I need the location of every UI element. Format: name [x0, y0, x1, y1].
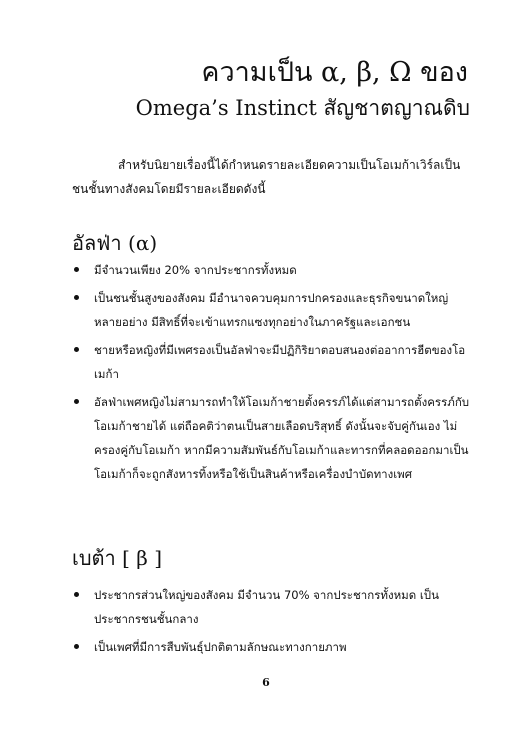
list-item	[72, 635, 472, 659]
bullet-icon	[74, 347, 79, 352]
list-item	[72, 338, 472, 386]
title-line-1: ความเป็น α, β, Ω ของ	[201, 57, 468, 88]
alpha-symbol: (α)	[128, 231, 158, 255]
list-item-text: เป็นชนชั้นสูงของสังคม มีอำนาจควบคุมการปกครองและธุรกิจขนาดใหญ่หลายอย่าง มีสิทธิ์ที่จะเข้าแทรกแซงทุกอย่างในภาครัฐและเอกชน	[94, 291, 449, 329]
bullet-icon	[74, 644, 79, 649]
intro-paragraph: สำหรับนิยายเรื่องนี้ได้กำหนดรายละเอียดความเป็นโอเมก้าเวิร์ลเป็นชนชั้นทางสังคมโดยมีรายละเอียดดังนี้	[72, 158, 461, 196]
page-number: 6	[262, 676, 270, 689]
list-item	[72, 390, 472, 486]
list-item-text: อัลฟ่าเพศหญิงไม่สามารถทำให้โอเมก้าชายตั้งครรภ์ได้แต่สามารถตั้งครรภ์กับโอเมก้าชายได้ แต่ถือคติว่าตนเป็นสายเลือดบริสุทธิ์ ดังนั้นจะจับคู่กันเอง ไม่ครองคู่กับโอเมก้า หากมีความสัมพันธ์กับโอเมก้าและทารกที่คลอดออกมาเป็นโอเมก้าก็จะถูกสังหารทิ้งหรือใช้เป็นสินค้าหรือเครื่องบำบัดทางเพศ	[94, 395, 470, 481]
section-heading-beta-text: เบต้า	[72, 546, 116, 570]
list-item	[72, 583, 472, 631]
beta-bullet-list	[72, 583, 472, 663]
list-item	[72, 286, 472, 334]
section-heading-beta	[72, 546, 162, 570]
list-item-text: ประชากรส่วนใหญ่ของสังคม มีจำนวน 70% จากประชากรทั้งหมด เป็นประชากรชนชั้นกลาง	[94, 588, 439, 626]
section-heading-alpha-text: อัลฟ่า	[72, 231, 122, 255]
list-item-text: มีจำนวนเพียง 20% จากประชากรทั้งหมด	[94, 263, 297, 277]
list-item-text: เป็นเพศที่มีการสืบพันธุ์ปกติตามลักษณะทางกายภาพ	[94, 640, 347, 654]
bullet-icon	[74, 267, 79, 272]
bullet-icon	[74, 399, 79, 404]
list-item-text: ชายหรือหญิงที่มีเพศรองเป็นอัลฟ่าจะมีปฏิกิริยาตอบสนองต่ออาการฮีตของโอเมก้า	[94, 343, 466, 381]
beta-symbol: [ β ]	[122, 546, 162, 570]
title-line-2: Omega’s Instinct สัญชาตญาณดิบ	[135, 96, 470, 120]
section-heading-alpha	[72, 231, 157, 255]
list-item	[72, 258, 472, 282]
alpha-bullet-list	[72, 258, 472, 490]
bullet-icon	[74, 295, 79, 300]
bullet-icon	[74, 592, 79, 597]
